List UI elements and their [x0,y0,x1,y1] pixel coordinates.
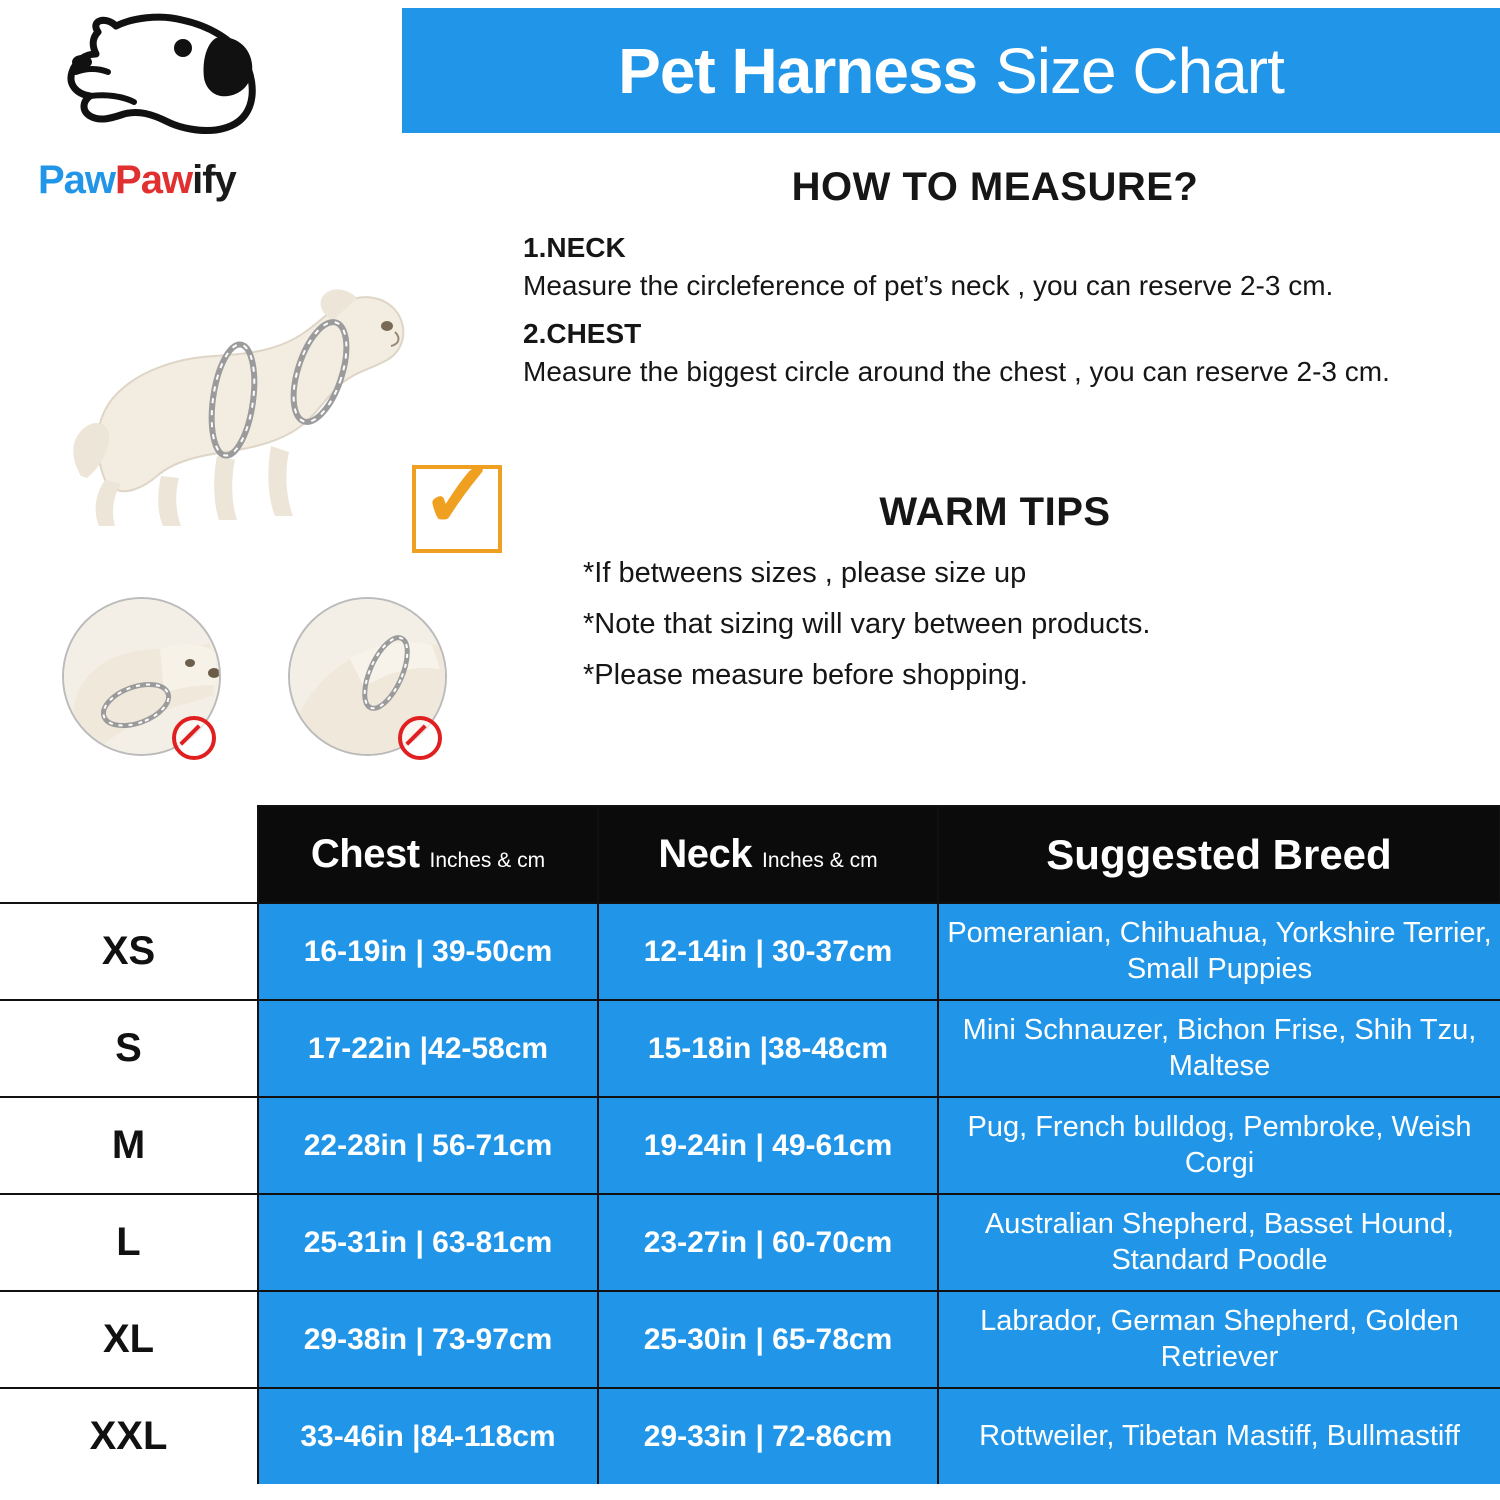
measure-item-1-text: Measure the circleference of pet’s neck , you can reserve 2-3 cm. [523,270,1334,301]
how-to-measure-heading: HOW TO MEASURE? [791,165,1199,209]
warm-tips-heading: WARM TIPS [879,490,1111,534]
row-l-breed: Australian Shepherd, Basset Hound, Standard Poodle [938,1194,1500,1291]
header-chest [258,806,598,903]
header-chest-units: Inches & cm [429,849,546,872]
row-m-chest: 22-28in | 56-71cm [258,1097,598,1194]
brand-logo-text [38,158,236,203]
table-row [0,1097,1500,1194]
warm-tip-2: *Note that sizing will vary between products. [583,608,1151,640]
row-s-breed: Mini Schnauzer, Bichon Frise, Shih Tzu, Maltese [938,1000,1500,1097]
header-size-blank [0,806,258,903]
brand-logo [20,10,380,220]
row-xl-size: XL [0,1291,258,1388]
table-row [0,1291,1500,1388]
row-m-breed: Pug, French bulldog, Pembroke, Weish Corgi [938,1097,1500,1194]
row-s-size: S [0,1000,258,1097]
how-to-measure-section [505,165,1485,404]
row-xs-neck: 12-14in | 30-37cm [598,903,938,1000]
row-xxl-size: XXL [0,1388,258,1484]
row-xl-breed: Labrador, German Shepherd, Golden Retriever [938,1291,1500,1388]
header-chest-label: Chest [310,832,420,876]
no-entry-icon [398,716,442,760]
page-title-light: Size Chart [995,34,1284,107]
no-entry-icon [172,716,216,760]
table-header-row [0,806,1500,903]
row-l-neck: 23-27in | 60-70cm [598,1194,938,1291]
logo-text-part3: ify [192,158,236,202]
row-s-neck: 15-18in |38-48cm [598,1000,938,1097]
row-l-chest: 25-31in | 63-81cm [258,1194,598,1291]
header-breed-label: Suggested Breed [1046,830,1392,878]
measure-item-1-label: 1.NECK [523,232,626,263]
header-neck-units: Inches & cm [762,849,878,872]
table-row [0,1194,1500,1291]
row-xl-neck: 25-30in | 65-78cm [598,1291,938,1388]
header-neck [598,806,938,903]
page-title [402,8,1500,133]
table-row [0,1388,1500,1484]
header-breed [938,806,1500,903]
page-title-bold: Pet Harness [618,34,978,107]
measure-item-2-text: Measure the biggest circle around the chest , you can reserve 2-3 cm. [523,356,1390,387]
row-s-chest: 17-22in |42-58cm [258,1000,598,1097]
logo-text-part2: Paw [115,158,193,202]
warm-tips-section [505,490,1485,710]
table-row [0,903,1500,1000]
row-xl-chest: 29-38in | 73-97cm [258,1291,598,1388]
size-chart-table [0,805,1500,1484]
checkmark-icon: ✓ [420,445,498,547]
row-xs-size: XS [0,903,258,1000]
dog-measure-illustration [55,245,455,575]
row-m-size: M [0,1097,258,1194]
measure-item-2-label: 2.CHEST [523,318,642,349]
row-xs-breed: Pomeranian, Chihuahua, Yorkshire Terrier, Small Puppies [938,903,1500,1000]
warm-tip-3: *Please measure before shopping. [583,659,1028,691]
row-xs-chest: 16-19in | 39-50cm [258,903,598,1000]
row-xxl-breed: Rottweiler, Tibetan Mastiff, Bullmastiff [938,1388,1500,1484]
row-l-size: L [0,1194,258,1291]
row-xxl-neck: 29-33in | 72-86cm [598,1388,938,1484]
dog-side-view-image [65,280,445,540]
dog-head-logo-icon [20,10,320,160]
logo-text-part1: Paw [38,158,116,202]
row-xxl-chest: 33-46in |84-118cm [258,1388,598,1484]
warm-tip-1: *If betweens sizes , please size up [583,557,1027,589]
table-row [0,1000,1500,1097]
header-neck-label: Neck [658,832,753,876]
row-m-neck: 19-24in | 49-61cm [598,1097,938,1194]
